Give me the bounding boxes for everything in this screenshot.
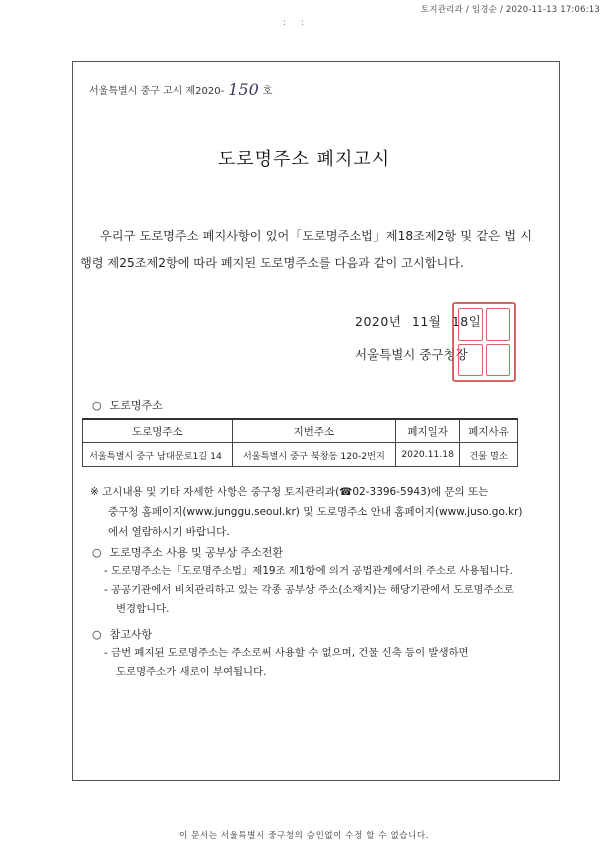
- scan-marks: : :: [283, 18, 310, 28]
- body-text: 우리구 도로명주소 폐지사항이 있어「도로명주소법」제18조제2항 및 같은 법 시행령 제25조제2항에 따라 폐지된 도로명주소를 다음과 같이 고시합니다.: [80, 229, 532, 270]
- note-line: ※ 고시내용 및 기타 자세한 사항은 중구청 토지관리과(☎02-3396-5943)에 문의 또는: [90, 486, 489, 498]
- list-item-continued: 변경합니다.: [116, 603, 170, 615]
- notice-number-suffix: 호: [262, 86, 273, 97]
- footer-notice: 이 문서는 서울특별시 중구청의 승인없이 수정 할 수 없습니다.: [179, 831, 429, 841]
- note-block: [90, 482, 530, 542]
- list-item: - 금번 폐지된 도로명주소는 주소로써 사용할 수 없으며, 건물 신축 등이 발생하면: [104, 647, 469, 659]
- column-header: 도로명주소: [83, 419, 233, 443]
- signatory: 서울특별시 중구청장: [355, 347, 468, 362]
- cell-reason: 건물 멸소: [460, 443, 518, 467]
- body-paragraph: [80, 223, 532, 277]
- notice-number-prefix: 서울특별시 중구 고시 제2020-: [89, 86, 225, 97]
- cell-date: 2020.11.18: [396, 443, 460, 467]
- column-header: 지번주소: [232, 419, 396, 443]
- column-header: 폐지사유: [460, 419, 518, 443]
- column-header: 폐지일자: [396, 419, 460, 443]
- notice-date: 2020년 11월 18일: [355, 314, 482, 329]
- table-row: [83, 443, 518, 467]
- section-reference: [92, 626, 152, 642]
- section-bullet: ○: [92, 399, 102, 412]
- list-item: - 공공기관에서 비치관리하고 있는 각종 공부상 주소(소재지)는 해당기관에서 도로명주소로: [104, 584, 514, 596]
- table-header-row: [83, 419, 518, 443]
- section-label: 도로명주소: [109, 399, 163, 412]
- cell-road-address: 서울특별시 중구 남대문로1길 14: [83, 443, 233, 467]
- section-label: 도로명주소 사용 및 공부상 주소전환: [109, 546, 283, 559]
- section-address-conversion: [92, 544, 283, 560]
- section-road-address: [92, 397, 163, 413]
- note-mark: ※: [90, 486, 99, 498]
- section-bullet: ○: [92, 546, 102, 559]
- official-seal-icon: [452, 302, 516, 382]
- list-item-continued: 도로명주소가 새로이 부여됩니다.: [116, 666, 267, 678]
- notice-number-handwritten: 150: [228, 80, 259, 99]
- document-title: 도로명주소 폐지고시: [217, 149, 391, 170]
- document-print-stamp: 토지관리과 / 임경순 / 2020-11-13 17:06:13: [420, 5, 600, 15]
- list-item: - 도로명주소는「도로명주소법」제19조 제1항에 의거 공법관계에서의 주소로 사용됩니다.: [104, 565, 513, 577]
- section-bullet: ○: [92, 628, 102, 641]
- notice-number: [89, 79, 272, 98]
- cell-lot-address: 서울특별시 중구 북창동 120-2번지: [232, 443, 396, 467]
- note-line: 에서 열람하시기 바랍니다.: [108, 526, 230, 538]
- section-label: 참고사항: [109, 628, 153, 641]
- abolished-address-table: [82, 418, 518, 467]
- note-line: 중구청 홈페이지(www.junggu.seoul.kr) 및 도로명주소 안내 홈페이지(www.juso.go.kr): [108, 506, 523, 518]
